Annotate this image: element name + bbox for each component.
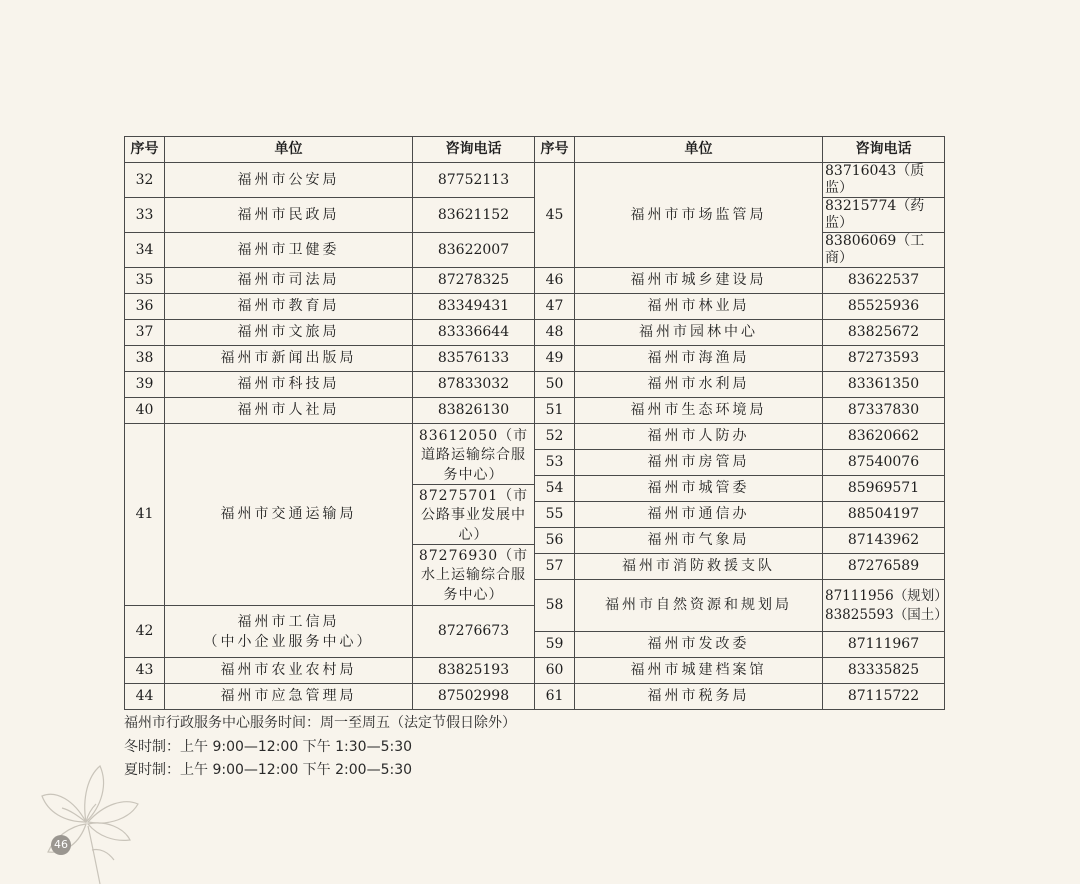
header-phone: 咨询电话	[413, 137, 535, 163]
header-unit: 单位	[165, 137, 413, 163]
seq-cell: 46	[535, 268, 575, 294]
seq-cell: 35	[125, 268, 165, 294]
phone-cell: 87111967	[823, 632, 945, 658]
unit-cell: 福州市新闻出版局	[165, 346, 413, 372]
seq-cell: 40	[125, 398, 165, 424]
table-row	[125, 163, 945, 198]
winter-hours-line: 冬时制：上午 9:00—12:00 下午 1:30—5:30	[124, 738, 413, 755]
service-hours-line: 福州市行政服务中心服务时间：周一至周五（法定节假日除外）	[124, 715, 516, 731]
phone-cell: 87278325	[413, 268, 535, 294]
unit-cell	[165, 606, 413, 658]
seq-cell: 59	[535, 632, 575, 658]
phone-entry: 83825593（国土）	[825, 606, 948, 623]
phone-cell: 83825672	[823, 320, 945, 346]
seq-cell: 56	[535, 528, 575, 554]
seq-cell: 53	[535, 450, 575, 476]
seq-cell: 49	[535, 346, 575, 372]
unit-cell: 福州市人防办	[575, 424, 823, 450]
header-seq: 序号	[125, 137, 165, 163]
table-row	[125, 346, 945, 372]
table-row	[125, 658, 945, 684]
phone-cell: 85525936	[823, 294, 945, 320]
phone-cell-multi	[413, 424, 535, 606]
unit-cell: 福州市卫健委	[165, 233, 413, 268]
service-hours-notes	[124, 712, 516, 783]
unit-cell: 福州市海渔局	[575, 346, 823, 372]
phone-cell: 87833032	[413, 372, 535, 398]
table-row	[125, 320, 945, 346]
table-header-row	[125, 137, 945, 163]
magnolia-flower-icon	[34, 760, 144, 884]
phone-cell: 87143962	[823, 528, 945, 554]
phone-cell: 83349431	[413, 294, 535, 320]
seq-cell: 33	[125, 198, 165, 233]
unit-cell: 福州市税务局	[575, 684, 823, 710]
seq-cell: 36	[125, 294, 165, 320]
unit-cell: 福州市通信办	[575, 502, 823, 528]
phone-cell: 83806069（工商）	[823, 233, 945, 268]
unit-cell: 福州市城管委	[575, 476, 823, 502]
unit-cell: 福州市林业局	[575, 294, 823, 320]
phone-cell: 87502998	[413, 684, 535, 710]
unit-cell: 福州市生态环境局	[575, 398, 823, 424]
page-number: 46	[51, 835, 71, 855]
seq-cell: 54	[535, 476, 575, 502]
unit-cell: 福州市消防救援支队	[575, 554, 823, 580]
seq-cell: 48	[535, 320, 575, 346]
unit-cell: 福州市公安局	[165, 163, 413, 198]
unit-line: （中小企业服务中心）	[203, 633, 374, 650]
phone-cell: 87273593	[823, 346, 945, 372]
phone-cell: 85969571	[823, 476, 945, 502]
seq-cell: 58	[535, 580, 575, 632]
unit-cell: 福州市气象局	[575, 528, 823, 554]
phone-cell: 83621152	[413, 198, 535, 233]
seq-cell: 61	[535, 684, 575, 710]
seq-cell: 51	[535, 398, 575, 424]
seq-cell: 47	[535, 294, 575, 320]
phone-cell: 83335825	[823, 658, 945, 684]
seq-cell: 45	[535, 163, 575, 268]
seq-cell: 37	[125, 320, 165, 346]
phone-cell: 83361350	[823, 372, 945, 398]
seq-cell: 42	[125, 606, 165, 658]
unit-cell: 福州市发改委	[575, 632, 823, 658]
header-unit-right: 单位	[575, 137, 823, 163]
phone-cell: 87337830	[823, 398, 945, 424]
contact-table	[124, 136, 948, 710]
unit-cell: 福州市园林中心	[575, 320, 823, 346]
phone-cell: 87115722	[823, 684, 945, 710]
seq-cell: 44	[125, 684, 165, 710]
unit-cell: 福州市房管局	[575, 450, 823, 476]
phone-cell: 83716043（质监）	[823, 163, 945, 198]
unit-cell: 福州市科技局	[165, 372, 413, 398]
seq-cell: 38	[125, 346, 165, 372]
phone-cell: 87276589	[823, 554, 945, 580]
unit-cell: 福州市司法局	[165, 268, 413, 294]
seq-cell: 34	[125, 233, 165, 268]
phone-cell: 83215774（药监）	[823, 198, 945, 233]
table-row	[125, 398, 945, 424]
seq-cell: 60	[535, 658, 575, 684]
unit-cell: 福州市人社局	[165, 398, 413, 424]
phone-cell: 83622537	[823, 268, 945, 294]
unit-cell: 福州市市场监管局	[575, 163, 823, 268]
seq-cell: 52	[535, 424, 575, 450]
phone-entry: 83612050（市道路运输综合服务中心）	[418, 427, 529, 483]
phone-cell: 83825193	[413, 658, 535, 684]
phone-cell: 87540076	[823, 450, 945, 476]
unit-cell: 福州市城乡建设局	[575, 268, 823, 294]
table-row	[125, 268, 945, 294]
unit-cell: 福州市交通运输局	[165, 424, 413, 606]
phone-entry: 87275701（市公路事业发展中心）	[413, 484, 534, 544]
unit-cell: 福州市水利局	[575, 372, 823, 398]
header-seq-right: 序号	[535, 137, 575, 163]
unit-cell: 福州市教育局	[165, 294, 413, 320]
phone-cell-multi	[823, 580, 948, 632]
seq-cell: 32	[125, 163, 165, 198]
phone-cell: 83336644	[413, 320, 535, 346]
seq-cell: 39	[125, 372, 165, 398]
unit-cell: 福州市城建档案馆	[575, 658, 823, 684]
seq-cell: 41	[125, 424, 165, 606]
phone-entry: 87111956（规划）	[825, 587, 948, 604]
table-row	[125, 684, 945, 710]
phone-cell: 88504197	[823, 502, 945, 528]
phone-cell: 83620662	[823, 424, 945, 450]
phone-cell: 83576133	[413, 346, 535, 372]
table-row	[125, 372, 945, 398]
table-row	[125, 294, 945, 320]
phone-cell: 83622007	[413, 233, 535, 268]
seq-cell: 57	[535, 554, 575, 580]
unit-cell: 福州市应急管理局	[165, 684, 413, 710]
seq-cell: 50	[535, 372, 575, 398]
phone-entry: 87276930（市水上运输综合服务中心）	[413, 544, 534, 605]
unit-cell: 福州市民政局	[165, 198, 413, 233]
seq-cell: 55	[535, 502, 575, 528]
phone-cell: 87752113	[413, 163, 535, 198]
phone-cell: 83826130	[413, 398, 535, 424]
header-phone-right: 咨询电话	[823, 137, 945, 163]
unit-cell: 福州市自然资源和规划局	[575, 580, 823, 632]
seq-cell: 43	[125, 658, 165, 684]
unit-line: 福州市工信局	[237, 613, 340, 630]
unit-cell: 福州市农业农村局	[165, 658, 413, 684]
unit-cell: 福州市文旅局	[165, 320, 413, 346]
table-row	[125, 424, 945, 450]
summer-hours-line: 夏时制：上午 9:00—12:00 下午 2:00—5:30	[124, 762, 413, 778]
phone-cell: 87276673	[413, 606, 535, 658]
